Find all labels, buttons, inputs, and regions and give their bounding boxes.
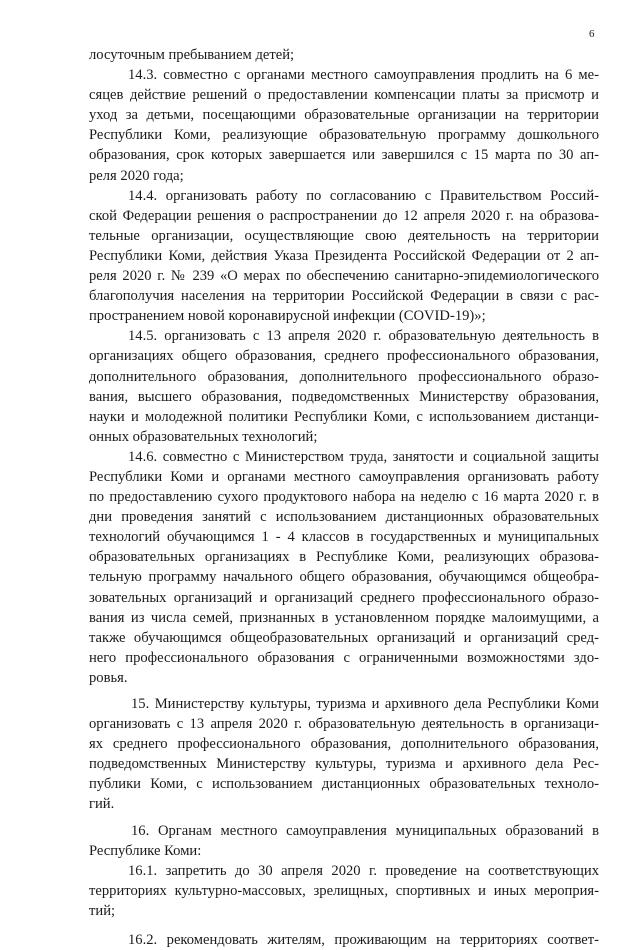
text-line: дни проведения занятий с использованием дистанционных образовательных bbox=[89, 509, 599, 526]
text-line: ской Федерации решения о распространении до 12 апреля 2020 г. на образова- bbox=[89, 207, 599, 224]
text-line: образовательных организациях в Республике Коми, реализующих образова- bbox=[89, 549, 599, 566]
text-line: территориях культурно-массовых, зрелищных, спортивных и иных мероприя- bbox=[89, 882, 599, 899]
text-line: 14.6. совместно с Министерством труда, занятости и социальной защиты bbox=[128, 448, 599, 465]
text-line: также обучающимся общеобразовательных организаций и организаций сред- bbox=[89, 629, 599, 646]
text-line: ях среднего профессионального образования, дополнительного образования, bbox=[89, 736, 599, 753]
text-line: реля 2020 года; bbox=[89, 167, 184, 184]
text-line: Республики Коми и органами местного самоуправления организовать работу bbox=[89, 468, 599, 485]
text-line: 14.5. организовать с 13 апреля 2020 г. образовательную деятельность в bbox=[128, 328, 599, 345]
paragraph-14-5 bbox=[89, 326, 599, 447]
text-line: образования, срок которых завершается или завершился с 15 марта по 30 ап- bbox=[89, 147, 599, 164]
text-line: тельные организации, осуществляющие свою деятельность на территории bbox=[89, 227, 599, 244]
text-line: 16.1. запретить до 30 апреля 2020 г. проведение на соответствующих bbox=[128, 862, 599, 879]
text-line: тельную программу начального общего образования, обучающимся общеобра- bbox=[89, 569, 599, 586]
paragraph-15 bbox=[89, 694, 599, 815]
text-line: пространением новой коронавирусной инфекции (COVID-19)»; bbox=[89, 308, 486, 325]
text-line: него профессионального образования с ограниченными возможностями здо- bbox=[89, 649, 599, 666]
text-line: дополнительного образования, дополнительного профессионального образо- bbox=[89, 368, 599, 385]
text-line: 14.3. совместно с органами местного самоуправления продлить на 6 ме- bbox=[128, 67, 599, 84]
paragraph-16-1 bbox=[89, 861, 599, 921]
text-line: онных образовательных технологий; bbox=[89, 428, 318, 445]
text-line: лосуточным пребыванием детей; bbox=[89, 47, 295, 63]
paragraph-continuation bbox=[89, 45, 599, 65]
paragraph-14-6 bbox=[89, 447, 599, 688]
text-line: организациях общего образования, среднего профессионального образования, bbox=[89, 348, 599, 365]
text-line: организовать с 13 апреля 2020 г. образовательную деятельность в организаци- bbox=[89, 716, 599, 733]
text-line: уход за детьми, посещающими образовательные организации на территории bbox=[89, 107, 599, 124]
text-line: Республике Коми: bbox=[89, 842, 202, 859]
paragraph-14-4 bbox=[89, 186, 599, 327]
paragraph-14-3 bbox=[89, 65, 599, 186]
document-body bbox=[89, 45, 599, 950]
text-line: тий; bbox=[89, 902, 116, 919]
text-line: ровья. bbox=[89, 669, 128, 686]
text-line: гий. bbox=[89, 796, 115, 813]
text-line: подведомственных Министерству культуры, туризма и архивного дела Рес- bbox=[89, 756, 599, 773]
text-line: благополучия населения на территории Российской Федерации в связи с рас- bbox=[89, 288, 599, 305]
paragraph-16-2 bbox=[89, 930, 599, 950]
text-line: зовательных организаций и организаций среднего профессионального образо- bbox=[89, 589, 599, 606]
text-line: вания из числа семей, признанных в установленном порядке малоимущими, а bbox=[89, 609, 599, 626]
text-line: 16. Органам местного самоуправления муниципальных образований в bbox=[131, 822, 599, 839]
page-number: 6 bbox=[589, 28, 595, 40]
text-line: реля 2020 г. № 239 «О мерах по обеспечению санитарно-эпидемиологического bbox=[89, 268, 599, 285]
text-line: 16.2. рекомендовать жителям, проживающим на территориях соответ- bbox=[128, 932, 599, 949]
text-line: науки и молодежной политики Республики Коми, с использованием дистанци- bbox=[89, 408, 599, 425]
text-line: вания, высшего образования, подведомственных Министерству образования, bbox=[89, 388, 599, 405]
text-line: по предоставлению сухого продуктового набора на неделю с 16 марта 2020 г. в bbox=[89, 489, 599, 506]
paragraph-16 bbox=[89, 821, 599, 861]
text-line: технологий обучающимся 1 - 4 классов в государственных и муниципальных bbox=[89, 529, 599, 546]
text-line: Республики Коми, реализующие образовательную программу дошкольного bbox=[89, 127, 599, 144]
text-line: сяцев действие решений о предоставлении компенсации платы за присмотр и bbox=[89, 87, 599, 104]
text-line: 14.4. организовать работу по согласованию с Правительством Россий- bbox=[128, 187, 599, 204]
text-line: Республики Коми, действия Указа Президента Российской Федерации от 2 ап- bbox=[89, 247, 599, 264]
text-line: 15. Министерству культуры, туризма и архивного дела Республики Коми bbox=[131, 696, 599, 712]
text-line: публики Коми, с использованием дистанционных образовательных техноло- bbox=[89, 776, 599, 793]
